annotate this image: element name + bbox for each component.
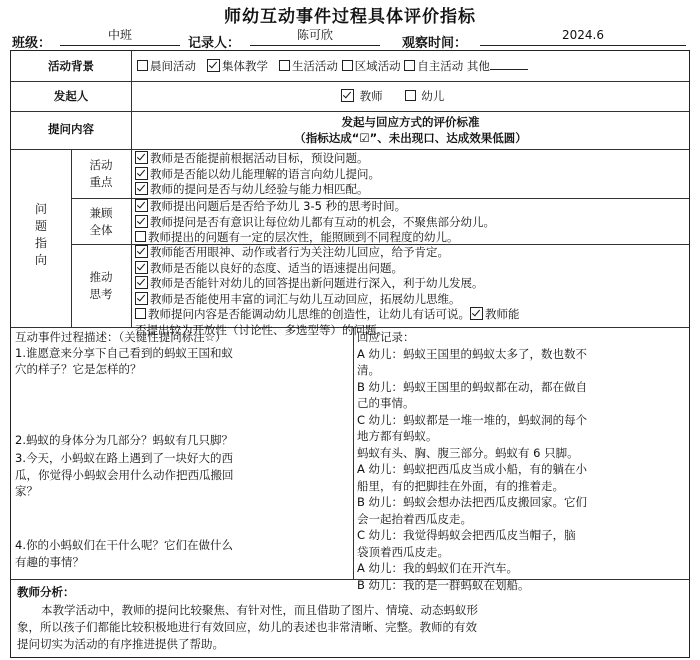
question-4: 4.你的小蚂蚁们在干什么呢？它们在做什么 有趣的事情？ <box>15 538 233 569</box>
response-record <box>357 329 687 593</box>
option-autonomous[interactable]: 自主活动 <box>404 59 463 73</box>
option-other-label: 其他 <box>466 59 490 73</box>
initiator-label: 发起人 <box>53 89 89 103</box>
group-items-promote-thinking <box>135 245 687 338</box>
checkbox-icon[interactable] <box>137 60 148 71</box>
checked-box-icon[interactable] <box>135 292 148 305</box>
checked-box-icon[interactable] <box>470 307 483 320</box>
criteria-item[interactable]: 教师提问是否有意识让每位幼儿都有互动的机会，不聚焦部分幼儿。 <box>135 215 687 231</box>
checked-box-icon[interactable] <box>135 245 148 258</box>
option-group-teaching[interactable]: 集体教学 <box>207 59 268 73</box>
analysis-label: 教师分析： <box>17 585 75 599</box>
initiator-options <box>341 88 444 104</box>
response-line: 己的事情。 <box>357 396 415 410</box>
response-line: C 幼儿：我觉得蚂蚁会把西瓜皮当帽子，脑 <box>357 528 576 542</box>
time-value: 2024.6 <box>480 28 686 46</box>
checked-box-icon[interactable] <box>135 215 148 228</box>
response-line: B 幼儿：蚂蚁会想办法把西瓜皮搬回家。它们 <box>357 495 588 509</box>
response-line: 清。 <box>357 363 380 377</box>
evaluation-table <box>10 50 690 658</box>
form-meta-row <box>10 28 690 50</box>
option-teacher[interactable]: 教师 <box>341 89 383 103</box>
option-daily-life[interactable]: 生活活动 <box>279 59 338 73</box>
response-line: B 幼儿：蚂蚁王国里的蚂蚁都在动，都在做自 <box>357 379 588 394</box>
criteria-item[interactable]: 教师提出问题后是否给予幼儿 3-5 秒的思考时间。 <box>135 199 687 215</box>
question-1-line-1: 1.谁愿意来分享下自己看到的蚂蚁王国和蚁 <box>15 346 233 360</box>
grid-line <box>131 51 132 327</box>
group-label-all-children: 兼顾 全体 <box>89 206 113 237</box>
response-line: C 幼儿：蚂蚁都是一堆一堆的，蚂蚁洞的每个 <box>357 412 588 427</box>
checkbox-icon[interactable] <box>405 90 416 101</box>
criteria-item[interactable]: 教师是否能以良好的态度、适当的语速提出问题。 <box>135 261 687 277</box>
group-items-activity-focus <box>135 151 687 198</box>
question-guide-label: 问 题 指 向 <box>34 202 47 267</box>
grid-line <box>353 327 354 579</box>
checked-box-icon[interactable] <box>207 59 220 72</box>
criteria-item[interactable]: 教师提问内容是否能调动幼儿思维的创造性，让幼儿有话可说。 教师能 <box>135 307 687 323</box>
checked-box-icon[interactable] <box>341 89 354 102</box>
question-3: 3.今天，小蚂蚁在路上遇到了一块好大的西 瓜，你觉得小蚂蚁会用什么动作把西瓜搬回 家？ <box>15 451 234 498</box>
checkbox-icon[interactable] <box>135 231 146 242</box>
option-morning[interactable]: 晨间活动 <box>137 59 196 73</box>
question-2: 2.蚂蚁的身体分为几部分？蚂蚁有几只脚？ <box>15 433 233 447</box>
recorder-value: 陈可欣 <box>250 28 380 46</box>
time-label: 观察时间： <box>402 36 468 51</box>
grid-line <box>11 111 689 112</box>
response-line: B 幼儿：我的是一群蚂蚁在划船。 <box>357 577 530 592</box>
criteria-item[interactable]: 教师的提问是否与幼儿经验与能力相匹配。 <box>135 182 687 198</box>
group-label-promote-thinking: 推动 思考 <box>89 270 113 301</box>
question-1-line-2: 穴的样子？它是怎样的？ <box>15 362 142 376</box>
grid-line <box>11 149 689 150</box>
checked-box-icon[interactable] <box>135 261 148 274</box>
response-line: A 幼儿：蚂蚁把西瓜皮当成小船，有的躺在小 <box>357 462 588 476</box>
checkbox-icon[interactable] <box>135 308 146 319</box>
response-line: A 幼儿：蚂蚁王国里的蚂蚁太多了，数也数不 <box>357 346 588 361</box>
checkbox-icon[interactable] <box>279 60 290 71</box>
response-line: 袋顶着西瓜皮走。 <box>357 544 449 559</box>
group-items-all-children <box>135 199 687 246</box>
checked-box-icon[interactable] <box>135 276 148 289</box>
option-child[interactable]: 幼儿 <box>405 89 445 103</box>
process-header: 互动事件过程描述：（关键性提问标注☆） <box>15 330 227 344</box>
criteria-item[interactable]: 教师是否能使用丰富的词汇与幼儿互动回应，拓展幼儿思维。 <box>135 292 687 308</box>
criteria-subtitle: （指标达成“☑”、未出现口、达成效果低圆） <box>294 131 527 145</box>
criteria-item[interactable]: 教师是否能以幼儿能理解的语言向幼儿提问。 <box>135 167 687 183</box>
activity-bg-options <box>137 58 685 74</box>
analysis-text: 本教学活动中，教师的提问比较聚焦、有针对性，而且借助了图片、情境、动态蚂蚁形 象，所以孩子们都能比较积极地进行有效回应，幼儿的表述也非常清晰、完整。教师的有效 提问切实为活动的有序推进提供了帮助。 <box>17 603 478 651</box>
checkbox-icon[interactable] <box>342 60 353 71</box>
group-label-activity-focus: 活动 重点 <box>89 158 113 189</box>
response-line: A 幼儿：我的蚂蚁们在开汽车。 <box>357 561 519 575</box>
activity-bg-label: 活动背景 <box>48 59 94 73</box>
checkbox-icon[interactable] <box>404 60 415 71</box>
criteria-title: 发起与回应方式的评价标准 <box>341 115 480 129</box>
response-line: 船里，有的把脚挂在外面，有的推着走。 <box>357 478 564 493</box>
criteria-item[interactable]: 教师提出的问题有一定的层次性，能照顾到不同程度的幼儿。 <box>135 230 687 246</box>
grid-line <box>11 81 689 82</box>
document-title: 师幼互动事件过程具体评价指标 <box>224 7 476 27</box>
checked-box-icon[interactable] <box>135 199 148 212</box>
response-line: 会一起抬着西瓜皮走。 <box>357 511 472 526</box>
checked-box-icon[interactable] <box>135 151 148 164</box>
process-description <box>15 329 351 377</box>
other-blank-field[interactable] <box>490 59 528 70</box>
criteria-item-continued: 否提出较为开放性（讨论性、多选型等）的问题。 <box>135 322 388 337</box>
class-label: 班级： <box>12 36 52 51</box>
option-area[interactable]: 区域活动 <box>342 59 401 73</box>
checked-box-icon[interactable] <box>135 182 148 195</box>
recorder-label: 记录人： <box>188 36 241 51</box>
criteria-item[interactable]: 教师能否用眼神、动作或者行为关注幼儿回应，给予肯定。 <box>135 245 687 261</box>
class-value: 中班 <box>60 28 180 46</box>
response-line: 蚂蚁有头、胸、腹三部分。蚂蚁有 6 只脚。 <box>357 445 579 460</box>
criteria-item[interactable]: 教师是否能针对幼儿的回答提出新问题进行深入，利于幼儿发展。 <box>135 276 687 292</box>
question-content-label: 提问内容 <box>48 122 94 136</box>
response-line: 地方都有蚂蚁。 <box>357 429 438 443</box>
criteria-item[interactable]: 教师是否能提前根据活动目标，预设问题。 <box>135 151 687 167</box>
response-header: 回应记录： <box>357 330 415 344</box>
checked-box-icon[interactable] <box>135 167 148 180</box>
